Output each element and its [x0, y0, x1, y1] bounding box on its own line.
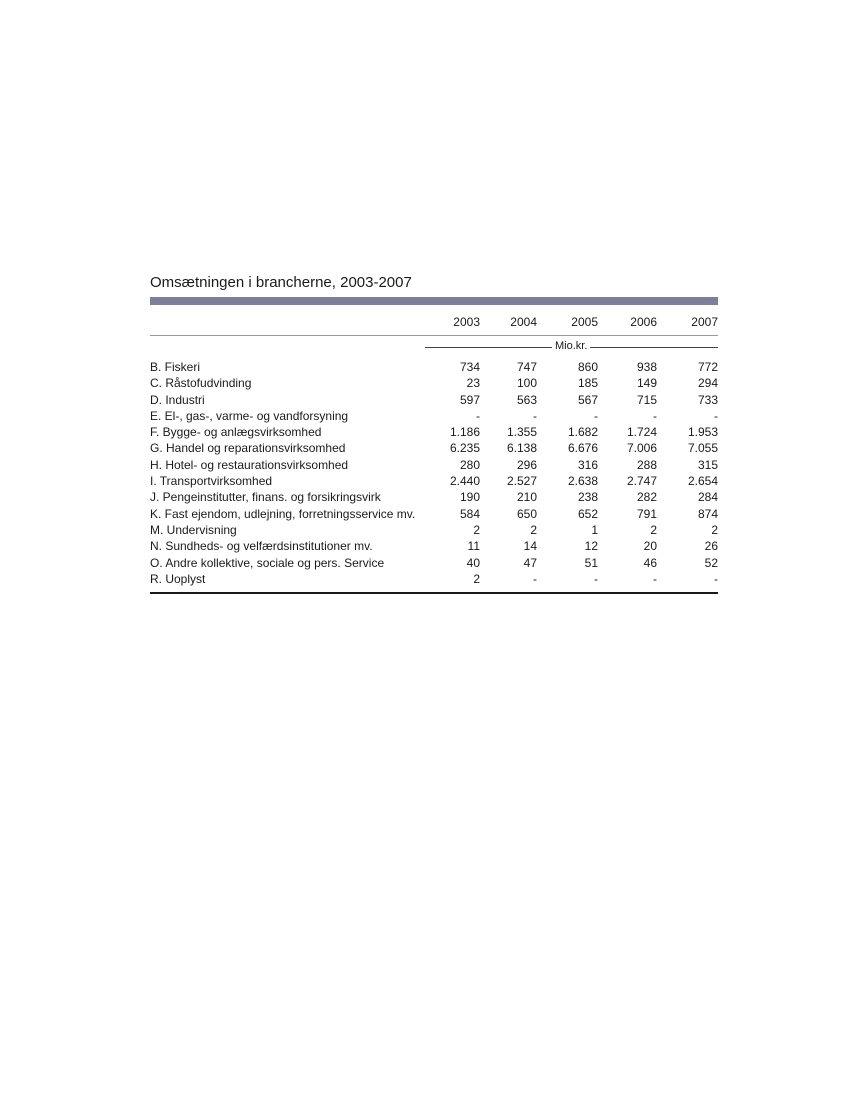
- table-row: [150, 359, 718, 375]
- table-row: [150, 408, 718, 424]
- column-header-2007: 2007: [691, 315, 718, 329]
- cell-2006: 20: [643, 539, 657, 554]
- cell-2006: 715: [636, 392, 657, 407]
- cell-2005: 51: [584, 555, 598, 570]
- cell-2003: -: [476, 408, 480, 423]
- table-body: [150, 358, 718, 587]
- table-row: [150, 571, 718, 587]
- cell-2004: 100: [516, 376, 537, 391]
- cell-2007: 26: [704, 539, 718, 554]
- cell-2006: -: [653, 408, 657, 423]
- cell-2005: 12: [584, 539, 598, 554]
- cell-2005: -: [594, 408, 598, 423]
- cell-2007: 733: [697, 392, 718, 407]
- cell-2003: 2.440: [449, 474, 480, 489]
- cell-2004: 1.355: [506, 425, 537, 440]
- column-header-2006: 2006: [630, 315, 657, 329]
- cell-2006: 7.006: [626, 441, 657, 456]
- cell-2005: 238: [577, 490, 598, 505]
- table-row: [150, 375, 718, 391]
- header-row: [150, 305, 718, 336]
- column-header-2005: 2005: [571, 315, 598, 329]
- row-label: G. Handel og reparationsvirksomhed: [150, 441, 346, 456]
- cell-2007: 294: [697, 376, 718, 391]
- cell-2004: 6.138: [506, 441, 537, 456]
- row-label: H. Hotel- og restaurationsvirksomhed: [150, 457, 349, 472]
- bottom-rule: [150, 592, 718, 594]
- cell-2007: 2: [711, 522, 718, 537]
- unit-label: Mio.kr.: [552, 340, 590, 352]
- cell-2003: 2: [473, 571, 480, 586]
- cell-2007: -: [714, 408, 718, 423]
- row-label: C. Råstofudvinding: [150, 376, 252, 391]
- cell-2006: 288: [636, 457, 657, 472]
- cell-2004: 747: [516, 360, 537, 374]
- cell-2005: 2.638: [567, 474, 598, 489]
- table-row: [150, 522, 718, 538]
- row-label: B. Fiskeri: [150, 360, 201, 374]
- cell-2006: 1.724: [626, 425, 657, 440]
- cell-2007: 315: [697, 457, 718, 472]
- cell-2006: 2: [650, 522, 657, 537]
- row-label: D. Industri: [150, 392, 205, 407]
- table-row: [150, 555, 718, 571]
- cell-2004: 2.527: [506, 474, 537, 489]
- cell-2007: 772: [697, 360, 718, 374]
- cell-2003: 190: [459, 490, 480, 505]
- row-label: E. El-, gas-, varme- og vandforsyning: [150, 408, 349, 423]
- table-row: [150, 440, 718, 456]
- cell-2004: -: [533, 571, 537, 586]
- cell-2003: 280: [459, 457, 480, 472]
- cell-2006: 2.747: [626, 474, 657, 489]
- cell-2005: -: [594, 571, 598, 586]
- cell-2003: 734: [459, 360, 480, 374]
- table-row: [150, 489, 718, 505]
- cell-2005: 185: [577, 376, 598, 391]
- table-row: [150, 538, 718, 554]
- cell-2003: 2: [473, 522, 480, 537]
- cell-2004: 2: [530, 522, 537, 537]
- cell-2004: 47: [523, 555, 537, 570]
- cell-2005: 1: [591, 522, 598, 537]
- column-header-2003: 2003: [453, 315, 480, 329]
- cell-2005: 6.676: [567, 441, 598, 456]
- cell-2004: -: [533, 408, 537, 423]
- cell-2007: -: [714, 571, 718, 586]
- table-row: [150, 473, 718, 489]
- cell-2003: 6.235: [449, 441, 480, 456]
- cell-2004: 563: [516, 392, 537, 407]
- cell-2004: 296: [516, 457, 537, 472]
- cell-2006: 791: [636, 506, 657, 521]
- row-label: N. Sundheds- og velfærdsinstitutioner mv.: [150, 539, 373, 554]
- cell-2005: 1.682: [567, 425, 598, 440]
- table-row: [150, 506, 718, 522]
- cell-2006: 282: [636, 490, 657, 505]
- row-label: J. Pengeinstitutter, finans. og forsikringsvirk: [150, 490, 381, 505]
- title-bar: [150, 297, 718, 305]
- unit-row: [150, 336, 718, 358]
- cell-2005: 316: [577, 457, 598, 472]
- row-label: M. Undervisning: [150, 522, 237, 537]
- turnover-table: [150, 273, 718, 594]
- row-label: R. Uoplyst: [150, 571, 206, 586]
- cell-2006: 46: [643, 555, 657, 570]
- row-label: I. Transportvirksomhed: [150, 474, 273, 489]
- cell-2005: 860: [577, 360, 598, 374]
- cell-2007: 52: [704, 555, 718, 570]
- cell-2007: 1.953: [687, 425, 718, 440]
- cell-2004: 210: [516, 490, 537, 505]
- cell-2007: 284: [697, 490, 718, 505]
- table-row: [150, 392, 718, 408]
- row-label: K. Fast ejendom, udlejning, forretningsservice mv.: [150, 506, 416, 521]
- table-row: [150, 424, 718, 440]
- cell-2007: 874: [697, 506, 718, 521]
- cell-2003: 1.186: [449, 425, 480, 440]
- cell-2007: 7.055: [687, 441, 718, 456]
- cell-2003: 584: [459, 506, 480, 521]
- cell-2003: 40: [466, 555, 480, 570]
- column-header-2004: 2004: [510, 315, 537, 329]
- cell-2005: 652: [577, 506, 598, 521]
- cell-2004: 650: [516, 506, 537, 521]
- cell-2006: 149: [636, 376, 657, 391]
- row-label: F. Bygge- og anlægsvirksomhed: [150, 425, 322, 440]
- cell-2003: 597: [459, 392, 480, 407]
- cell-2006: 938: [636, 360, 657, 374]
- cell-2006: -: [653, 571, 657, 586]
- table-row: [150, 457, 718, 473]
- cell-2003: 23: [466, 376, 480, 391]
- cell-2005: 567: [577, 392, 598, 407]
- cell-2007: 2.654: [687, 474, 718, 489]
- cell-2004: 14: [523, 539, 537, 554]
- table-title: Omsætningen i brancherne, 2003-2007: [150, 274, 412, 291]
- cell-2003: 11: [467, 539, 480, 554]
- row-label: O. Andre kollektive, sociale og pers. Service: [150, 555, 385, 570]
